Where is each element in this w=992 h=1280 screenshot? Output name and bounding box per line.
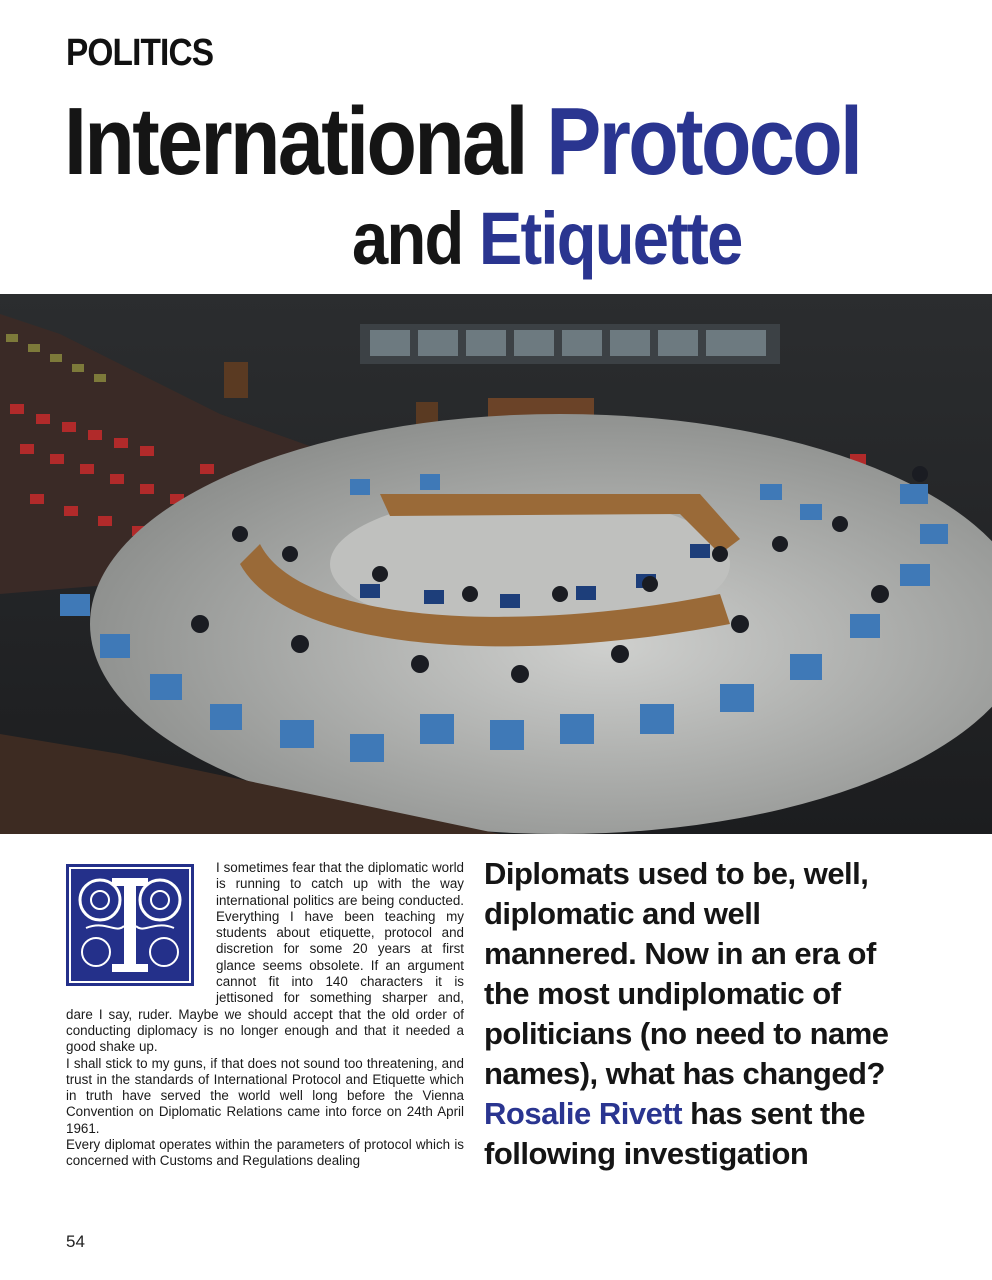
standfirst-tail: has sent the following investigation xyxy=(484,1096,866,1171)
article-body xyxy=(66,860,464,1170)
headline-word-and: and xyxy=(352,197,463,280)
assembly-chamber-photo xyxy=(0,294,992,834)
article-paragraph: I shall stick to my guns, if that does not sound too threatening, and trust in the standards of International Protocol and Etiquette which in truth have served the world well long before the Vienna Convention on Diplomatic Relations came into force on 24th April 1961. xyxy=(66,1055,464,1136)
headline-line-2 xyxy=(352,197,742,280)
standfirst-text: Diplomats used to be, well, diplomatic and well mannered. Now in an era of the most undiplomatic of politicians (no need to name names), what has changed? xyxy=(484,856,889,1091)
article-paragraph: Every diplomat operates within the parameters of protocol which is concerned with Customs and Regulations dealing xyxy=(66,1137,464,1169)
headline-line-1 xyxy=(64,88,861,195)
author-name: Rosalie Rivett xyxy=(484,1096,683,1131)
headline-word-etiquette: Etiquette xyxy=(478,197,742,280)
section-label: POLITICS xyxy=(66,32,214,74)
article-paragraph: I sometimes fear that the diplomatic world is running to catch up with the way international politics are being conducted. Everything I have been teaching my students about etiquette, protocol and discretion for some 20 years at first glance seems obsolete. If an argument cannot fit into 140 characters it is jettisoned for something sharper and, dare I say, ruder. Maybe we should accept that the old order of conducting diplomacy is no longer enough and that it needed a good shake up. xyxy=(66,860,464,1055)
page-number: 54 xyxy=(66,1232,85,1251)
headline-word-international: International xyxy=(64,88,526,195)
headline-word-protocol: Protocol xyxy=(546,88,861,195)
standfirst xyxy=(484,854,914,1174)
drop-cap-spacer xyxy=(66,860,216,992)
